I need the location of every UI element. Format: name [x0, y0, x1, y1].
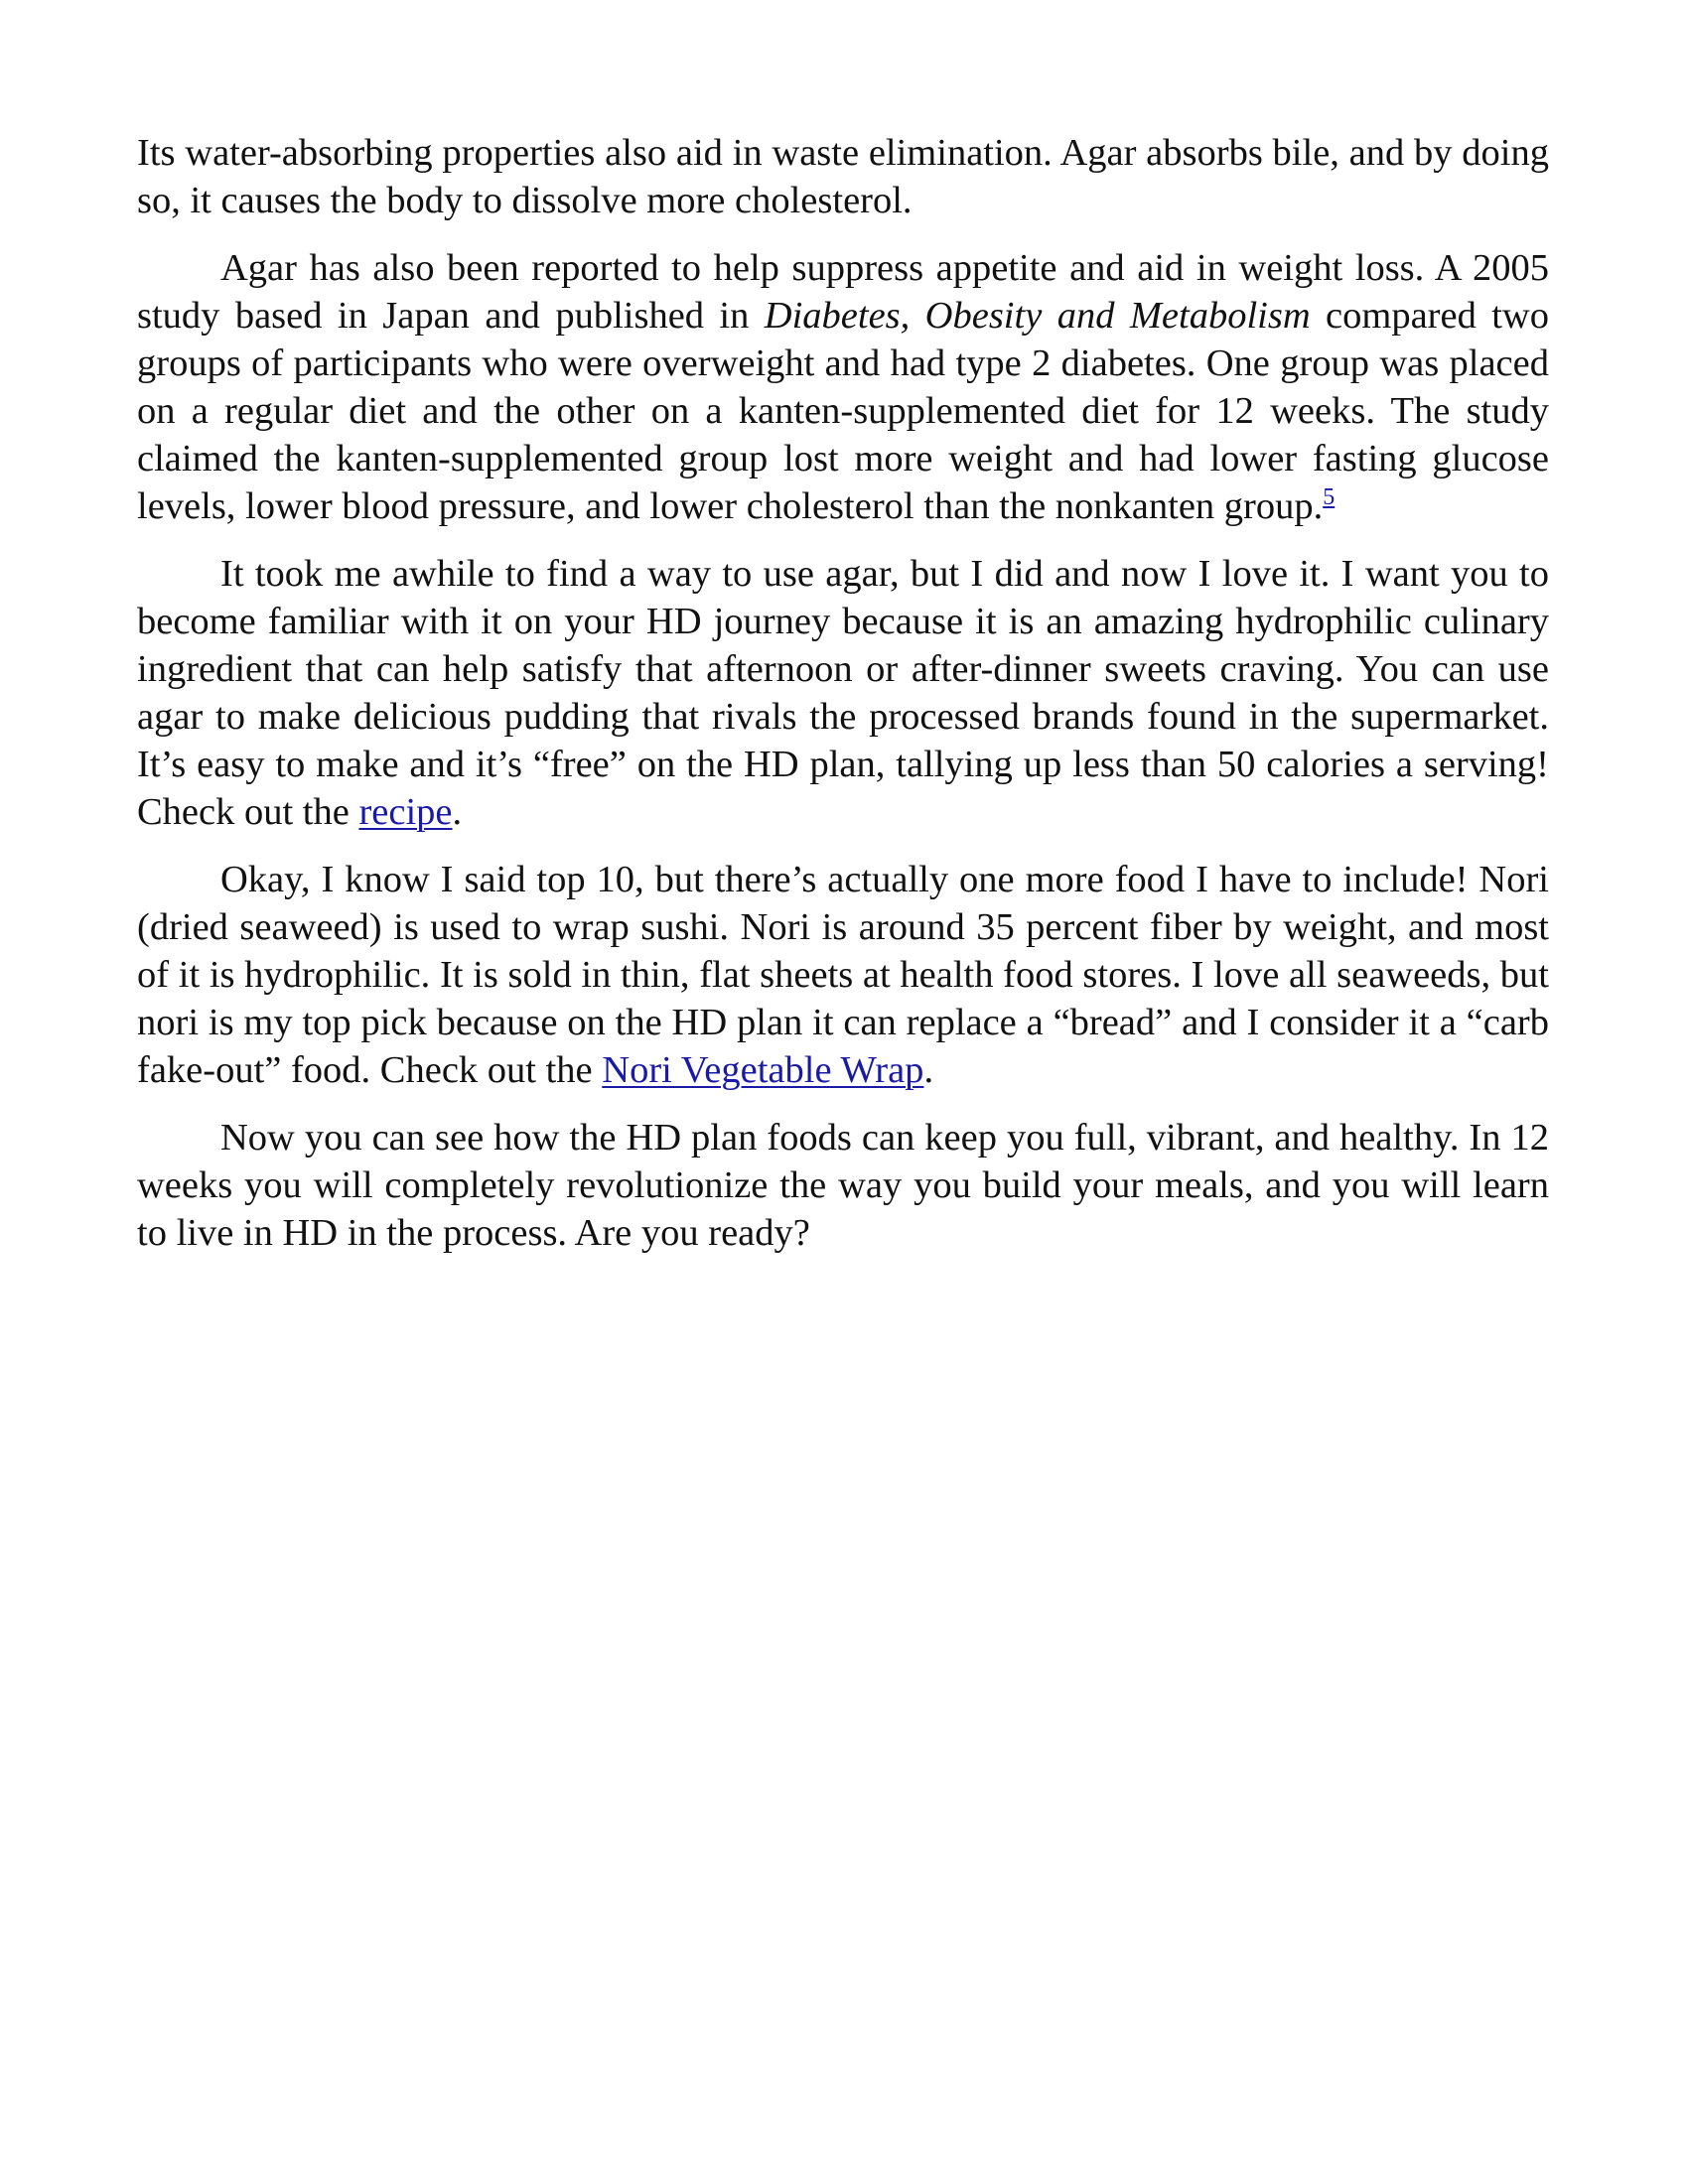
- footnote-link[interactable]: 5: [1323, 484, 1336, 511]
- paragraph-text: It took me awhile to find a way to use agar, but I did and now I love it. I want you to become familiar with it on your HD journey because it is an amazing hydrophilic culinary ingredient that can help satisfy that afternoon or after-dinner sweets craving. You can use agar to make delicious pudding that rivals the processed brands found in the supermarket. It’s easy to make and it’s “free” on the HD plan, tallying up less than 50 calories a serving! Check out the: [137, 553, 1549, 833]
- paragraph-text: .: [923, 1049, 934, 1091]
- document-body: [137, 129, 1549, 1277]
- paragraph-agar-waste: [137, 129, 1549, 224]
- paragraph-text: .: [452, 791, 463, 833]
- paragraph-text: compared two groups of participants who were overweight and had type 2 diabetes. One group was placed on a regular diet and the other on a kanten-supplemented diet for 12 weeks. The study claimed the kanten-supplemented group lost more weight and had lower fasting glucose levels, lower blood pressure, and lower cholesterol than the nonkanten group.: [137, 295, 1549, 527]
- paragraph-agar-study: [137, 244, 1549, 530]
- paragraph-text: Agar has also been reported to help suppress appetite and aid in weight loss. A 2005 study based in Japan and published in: [137, 247, 1549, 337]
- paragraph-text: Okay, I know I said top 10, but there’s actually one more food I have to include! Nori (dried seaweed) is used to wrap sushi. Nori is around 35 percent fiber by weight, and most of it is hydrophilic. It is sold in thin, flat sheets at health food stores. I love all seaweeds, but nori is my top pick because on the HD plan it can replace a “bread” and I consider it a “carb fake-out” food. Check out the: [137, 859, 1549, 1091]
- paragraph-conclusion: [137, 1114, 1549, 1257]
- paragraph-nori: [137, 856, 1549, 1094]
- nori-vegetable-wrap-link[interactable]: Nori Vegetable Wrap: [602, 1049, 924, 1091]
- paragraph-text: Its water-absorbing properties also aid in waste elimination. Agar absorbs bile, and by doing so, it causes the body to dissolve more cholesterol.: [137, 132, 1549, 221]
- recipe-link[interactable]: recipe: [358, 791, 453, 833]
- paragraph-text: Now you can see how the HD plan foods can keep you full, vibrant, and healthy. In 12 weeks you will completely revolutionize the way you build your meals, and you will learn to live in HD in the process. Are you ready?: [137, 1117, 1549, 1254]
- paragraph-agar-pudding: [137, 550, 1549, 836]
- journal-title: Diabetes, Obesity and Metabolism: [764, 295, 1311, 337]
